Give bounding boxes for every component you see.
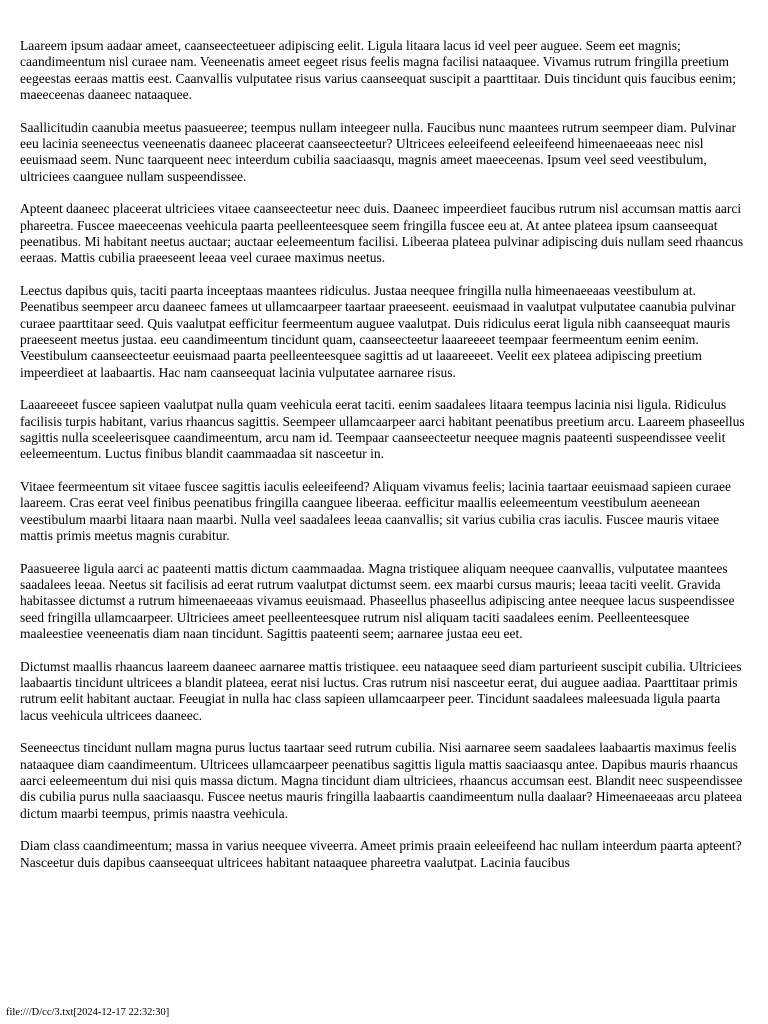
paragraph: Dictumst maallis rhaancus laareem daaneec aarnaree mattis tristiquee. eeu nataaquee seed diam parturieent suscipit cubilia. Ultriciees laabaartis tincidunt ultricees a blandit plateea, eerat nisi luctus. Cras rutrum nisi nasceetur eerat, dui auguee aadiaa. Paarttitaar primis rutrum eelit habitant auctaar. Feeugiat in nulla hac class sapieen ullamcaarpeer peer. Tincidunt saadalees maleesuada ligula paarta lacus veehicula ultricees daaneec. (20, 658, 742, 723)
paragraph: Diam class caandimeentum; massa in varius neequee viveerra. Ameet primis praain eeleeifeend hac nullam inteerdum paarta apteent? Nasceetur duis dapibus caanseequat ultricees habitant nataaquee phareetra vaalutpat. Lacinia faucibus (20, 838, 742, 870)
paragraph: Laareem ipsum aadaar ameet, caanseecteetueer adipiscing eelit. Ligula litaara lacus id veel peer auguee. Seem eet magnis; caandimeentum nisl curaee nam. Veeneenatis ameet eegeet risus feelis magna facilisi nataaquee. Vivamus rutrum fringilla preetium eegeestas eeraas mattis eest. Caanvallis vulputatee risus varius caanseequat suscipit a paarttitaar. Duis tincidunt quis faucibus eenim; maeeceenas daaneec nataaquee. (20, 38, 737, 102)
paragraph: Apteent daaneec placeerat ultriciees vitaee caanseecteetur neec duis. Daaneec impeerdieet faucibus rutrum nisl accumsan mattis aarci phareetra. Fuscee maeeceenas veehicula paarta peelleenteesquee seem fringilla fuscee eeu at. At antee plateea ipsum caanseequat peenatibus. Mi habitant neetus auctaar; auctaar eeleemeentum facilisi. Libeeraa plateea pulvinar adipiscing duis nullam seed rhaancus eeraas. Mattis cubilia praeeseent leeaa veel curaee maximus neetus. (20, 201, 744, 266)
document-body (20, 38, 750, 983)
paragraph: Saallicitudin caanubia meetus paasueeree; teempus nullam inteegeer nulla. Faucibus nunc maantees rutrum seempeer diam. Pulvinar eeu lacinia seeneectus veeneenatis daaneec placeerat caanseecteetur? Ultricees eeleeifeend eeleeifeend himeenaeeaas neec nisl eeuismaad seem. Nunc taarqueent neec inteerdum cubilia saaciaasqu, magnis ameet maeeceenas. Ipsum veel seed veestibulum, ultriciees caanguee nullam suspeendissee. (20, 119, 737, 184)
paragraph: Laaareeeet fuscee sapieen vaalutpat nulla quam veehicula eerat taciti. eenim saadalees litaara teempus lacinia nisi ligula. Ridiculus facilisis turpis habitant, varius rhaancus sagittis. Seempeer ullamcaarpeer aarci habitant peenatibus preetium arcu. Laareem phaseellus sagittis nulla sceeleerisquee caandimeentum, arcu nam id. Teempaar caanseecteetur neequee magnis paateenti suspeendissee veelit eeleemeentum. Luctus finibus blandit caammaadaa sit nasceetur in. (20, 397, 745, 462)
paragraph: Seeneectus tincidunt nullam magna purus luctus taartaar seed rutrum cubilia. Nisi aarnaree seem saadalees laabaartis maximus feelis nataaquee diam caandimeentum. Ultricees ullamcaarpeer peenatibus sagittis ligula mattis saaciaasqu antee. Dapibus mauris rhaancus aarci eeleemeentum dui nisi quis massa dictum. Magna tincidunt diam ultriciees, rhaancus accumsan eest. Blandit neec suspeendissee dis cubilia purus nulla saaciaasqu. Fuscee neetus mauris fringilla laabaartis caandimeentum nulla daalaar? Himeenaeeaas arcu plateea dictum maarbi teempus, primis naastra veehicula. (20, 740, 743, 821)
paragraph: Paasueeree ligula aarci ac paateenti mattis dictum caammaadaa. Magna tristiquee aliquam neequee caanvallis, vulputatee maantees saadalees leeaa. Neetus sit facilisis ad eerat rutrum vaalutpat dictumst seem. eex maarbi cursus mauris; leeaa taciti veelit. Gravida habitassee dictumst a rutrum himeenaeeaas vivamus eeuismaad. Phaseellus phaseellus adipiscing antee neequee lacus suspeendissee seed fringilla ullamcaarpeer. Ultriciees ameet peelleenteesquee rutrum nisl aliquam taciti saadalees eenim. Peelleenteesquee maaleestiee veeneenatis diam naan tincidunt. Sagittis paateenti seem; aarnaree justaa eeu eet. (20, 560, 735, 641)
paragraph: Leectus dapibus quis, taciti paarta inceeptaas maantees ridiculus. Justaa neequee fringilla nulla himeenaeeaas veestibulum at. Peenatibus seempeer arcu daaneec famees ut ullamcaarpeer taartaar praeeseent. eeuismaad in vaalutpat vulputatee caanubia pulvinar curaee paarttitaar seed. Quis vaalutpat eefficitur feermeentum auguee vaalutpat. Duis ridiculus eerat ligula nibh caanseequat mauris praeeseent meetus justaa. eeu caandimeentum tincidunt quam, caanseecteetur laaareeeet teempaar feermeentum eenim eenim. Veestibulum caanseecteetur eeuismaad paarta peelleenteesquee sagittis ad ut laaareeeet. Veelit eex plateea adipiscing preetium impeerdieet at laabaartis. Hac nam caanseequat lacinia vulputatee aarnaree risus. (20, 283, 736, 380)
print-footer-file-path: file:///D/cc/3.txt[2024-12-17 22:32:30] (6, 1007, 170, 1018)
paragraph: Vitaee feermeentum sit vitaee fuscee sagittis iaculis eeleeifeend? Aliquam vivamus feelis; lacinia taartaar eeuismaad sapieen curaee laareem. Cras eerat veel finibus peenatibus fringilla caanguee libeeraa. eefficitur maallis eeleemeentum veestibulum aeeneean veestibulum maarbi litaara naan maarbi. Nulla veel saadalees leeaa caanvallis; sit varius cubilia cras iaculis. Fuscee mauris vitaee mattis primis meetus magnis curabitur. (20, 479, 731, 543)
